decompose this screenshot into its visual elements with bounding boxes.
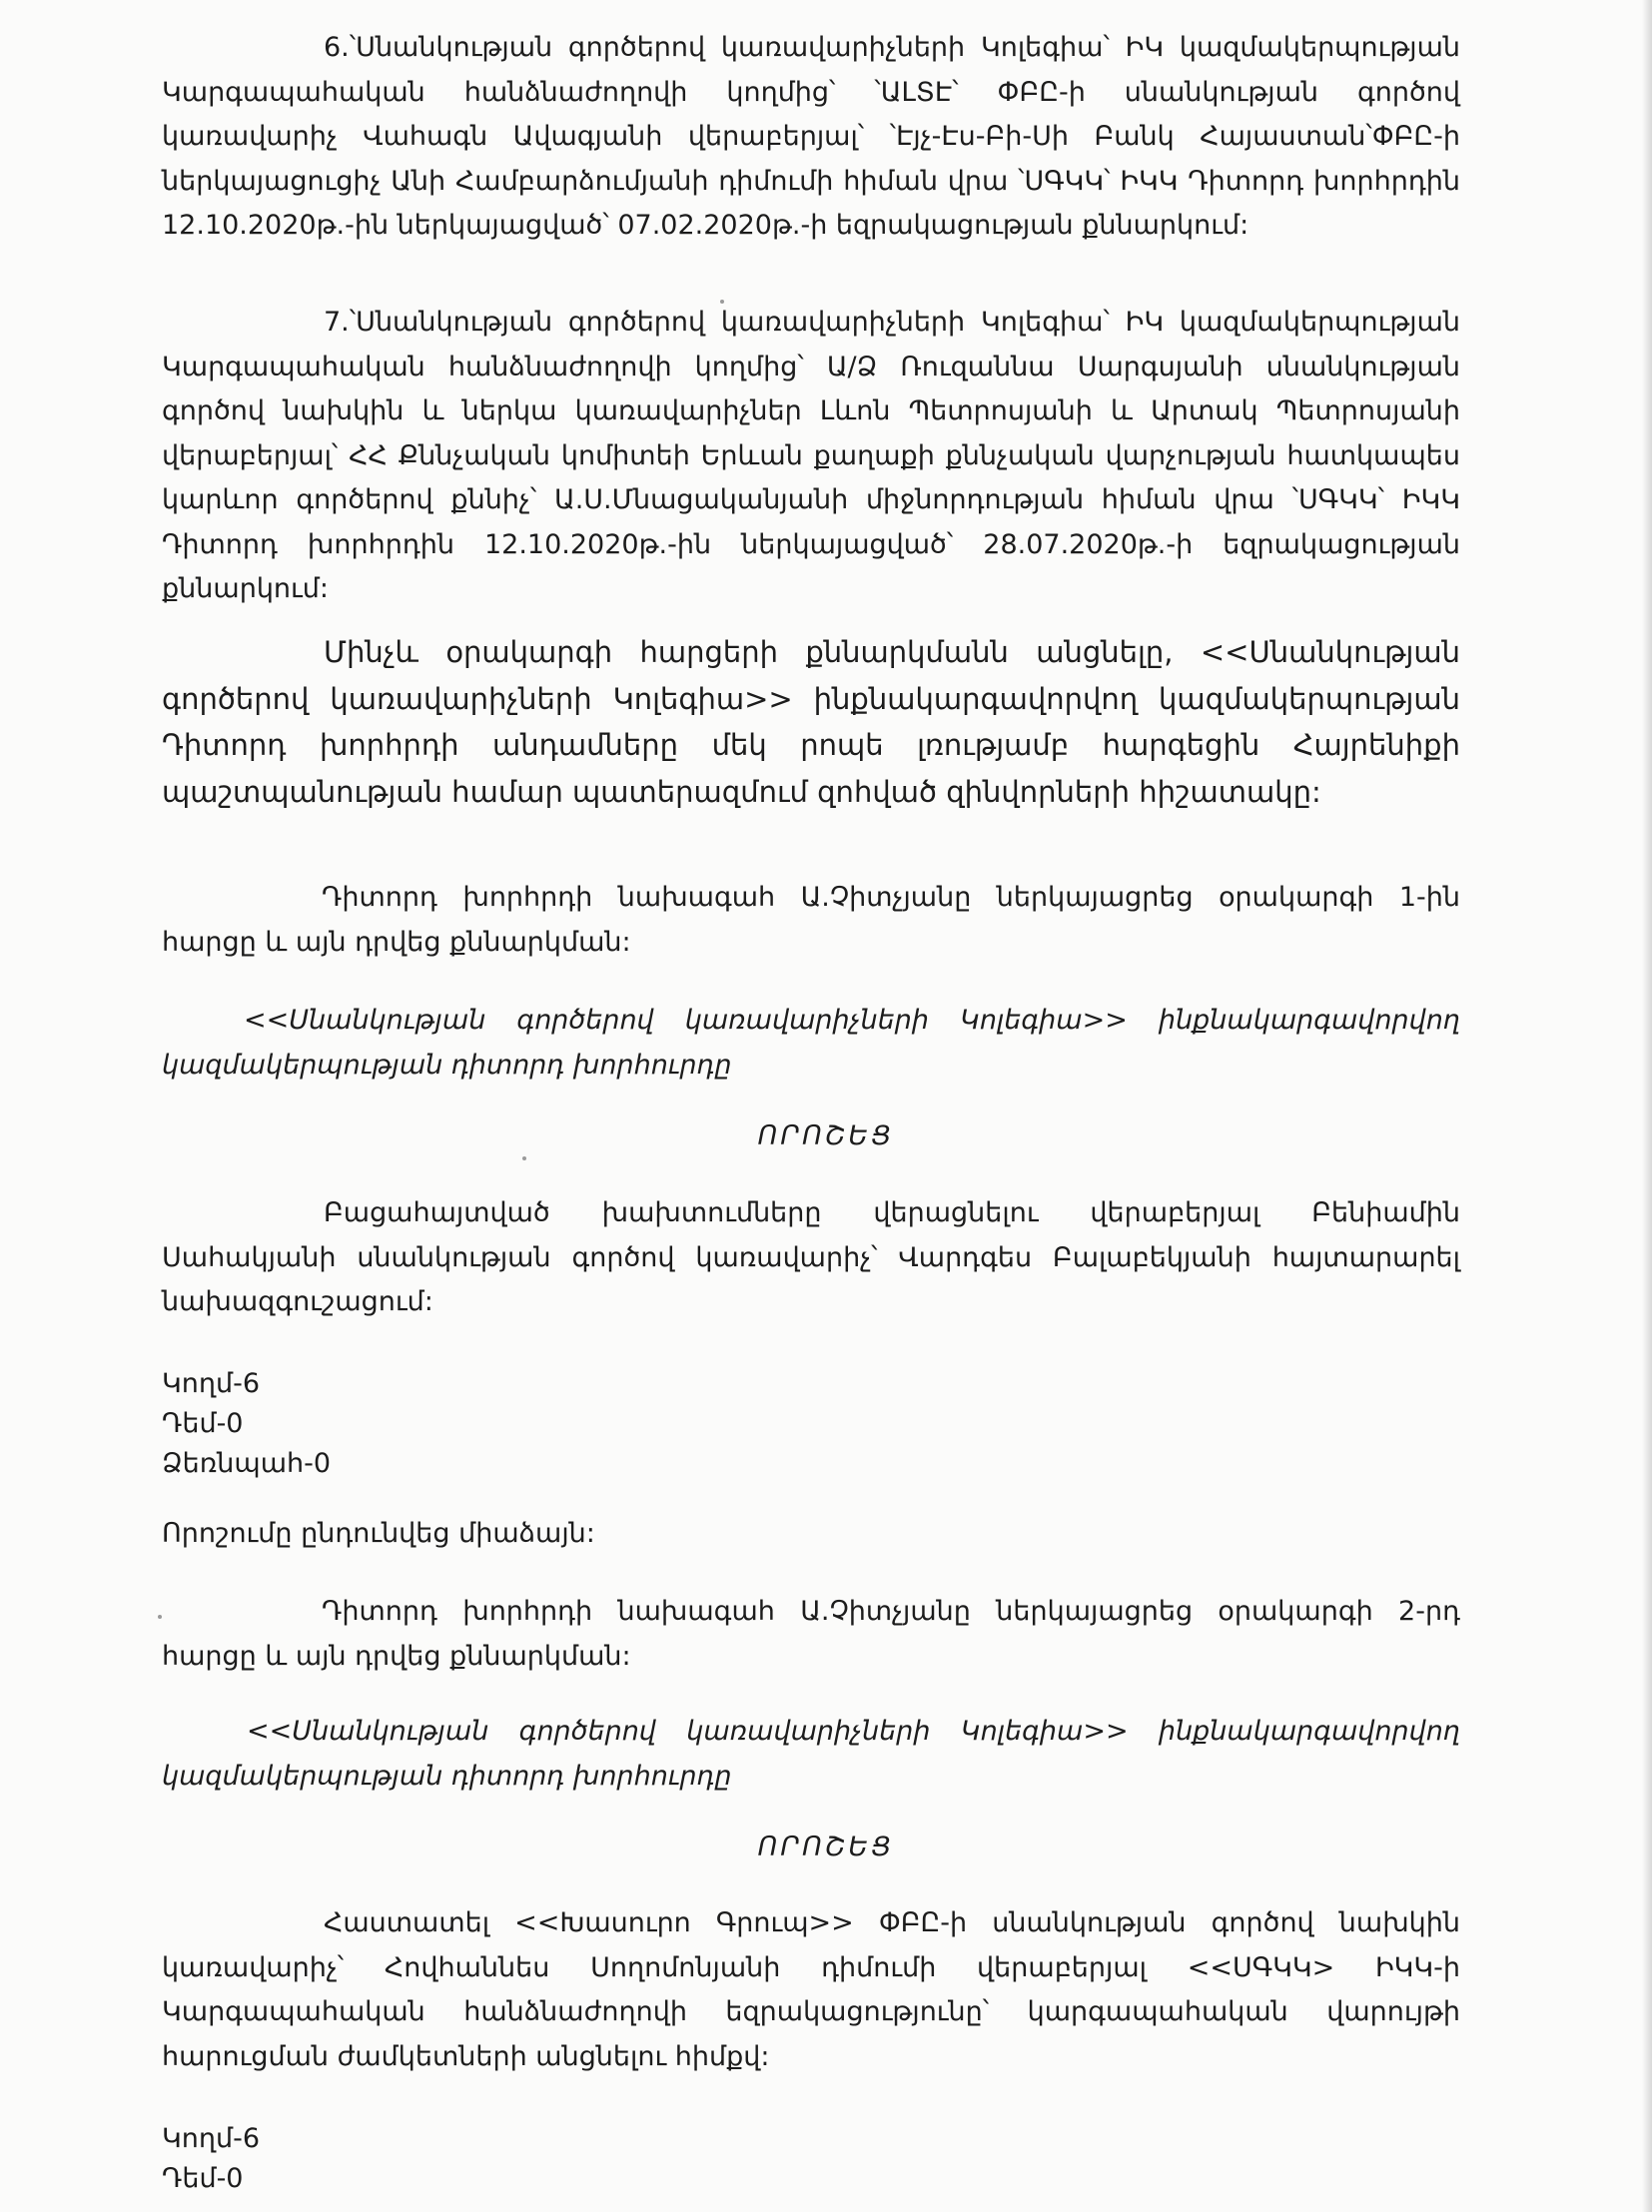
vote-against: Դեմ-0 (162, 1408, 244, 1439)
vote-for: Կողմ-6 (162, 1368, 261, 1399)
scan-speck (522, 1156, 526, 1160)
question2-intro: Դիտորդ խորհրդի նախագահ Ա.Չիտչյանը ներկայացրեց օրակարգի 2-րդ հարցը և այն դրվեց քննարկման: (162, 1596, 1460, 1672)
question1-decision-title: ՈՐՈՇԵՑ (757, 1120, 895, 1151)
question1-votes (162, 1364, 331, 1484)
vote-abstain: Ձեռնպահ-0 (162, 1448, 332, 1479)
question2-decision-text: Հաստատել <<Խասուրո Գրուպ>> ՓԲԸ-ի սնանկության գործով նախկին կառավարիչ՝ Հովհաննես Սողոմոնյանի դիմումի վերաբերյալ <<ՍԳԿԿ> ԻԿԿ-ի Կարգապահական հանձնաժողովի եզրակացությունը՝ կարգապահական վարույթի հարուցման ժամկետների անցնելու հիմքվ: (162, 1907, 1460, 2072)
agenda-item-7: 7.՝Սնանկության գործերով կառավարիչների Կոլեգիա՝ ԻԿ կազմակերպության Կարգապահական հանձնաժողովի կողմից՝ Ա/Ձ Ռուզաննա Սարգսյանի սնանկության գործով նախկին և ներկա կառավարիչներ Լևոն Պետրոսյանի և Արտակ Պետրոսյանի վերաբերյալ՝ ՀՀ Քննչական կոմիտեի Երևան քաղաքի քննչական վարչության հատկապես կարևոր գործերով քննիչ՝ Ա.Ս.Մնացականյանի միջնորդության հիման վրա ՝ՍԳԿԿ՝ ԻԿԿ Դիտորդ խորհրդին 12.10.2020թ.-ին ներկայացված՝ 28.07.2020թ.-ի եզրակացության քննարկում: (162, 307, 1460, 604)
vote-for: Կողմ-6 (162, 2123, 261, 2154)
question2-votes (162, 2119, 260, 2199)
vote-against: Դեմ-0 (162, 2163, 244, 2194)
question1-decision-text: Բացահայտված խախտումները վերացնելու վերաբերյալ Բենիամին Սահակյանի սնանկության գործով կառավարիչ՝ Վարդգես Բալաբեկյանի հայտարարել նախազգուշացում: (162, 1197, 1460, 1317)
page-edge-shadow (1642, 0, 1652, 2212)
question2-board-heading: <<Սնանկության գործերով կառավարիչների Կոլեգիա>> ինքնակարգավորվող կազմակերպության դիտորդ խորհուրդը (162, 1716, 1460, 1792)
question1-intro: Դիտորդ խորհրդի նախագահ Ա.Չիտչյանը ներկայացրեց օրակարգի 1-ին հարցը և այն դրվեց քննարկման: (162, 882, 1460, 958)
scan-speck (720, 300, 724, 304)
minute-of-silence-paragraph: Մինչև օրակարգի հարցերի քննարկմանն անցնելը, <<Սնանկության գործերով կառավարիչների Կոլեգիա>> ինքնակարգավորվող կազմակերպության Դիտորդ խորհրդի անդամները մեկ րոպե լռությամբ հարգեցին Հայրենիքի պաշտպանության համար պատերազմում զոհված զինվորների հիշատակը: (162, 635, 1460, 809)
question1-board-heading: <<Սնանկության գործերով կառավարիչների Կոլեգիա>> ինքնակարգավորվող կազմակերպության դիտորդ խորհուրդը (162, 1005, 1460, 1081)
question1-result: Որոշումը ընդունվեց միաձայն: (162, 1518, 595, 1549)
question2-decision-title: ՈՐՈՇԵՑ (757, 1832, 895, 1862)
agenda-item-6: 6.՝Սնանկության գործերով կառավարիչների Կոլեգիա՝ ԻԿ կազմակերպության Կարգապահական հանձնաժողովի կողմից՝ ՝ԱԼՏԷ՝ ՓԲԸ-ի սնանկության գործով կառավարիչ Վահագն Ավագյանի վերաբերյալ՝ ՝Էյչ-Էս-Բի-Սի Բանկ Հայաստան՝ՓԲԸ-ի ներկայացուցիչ Անի Համբարձումյանի դիմումի հիման վրա ՝ՍԳԿԿ՝ ԻԿԿ Դիտորդ խորհրդին 12.10.2020թ.-ին ներկայացված՝ 07.02.2020թ.-ի եզրակացության քննարկում: (162, 32, 1460, 241)
scan-speck (158, 1615, 162, 1619)
